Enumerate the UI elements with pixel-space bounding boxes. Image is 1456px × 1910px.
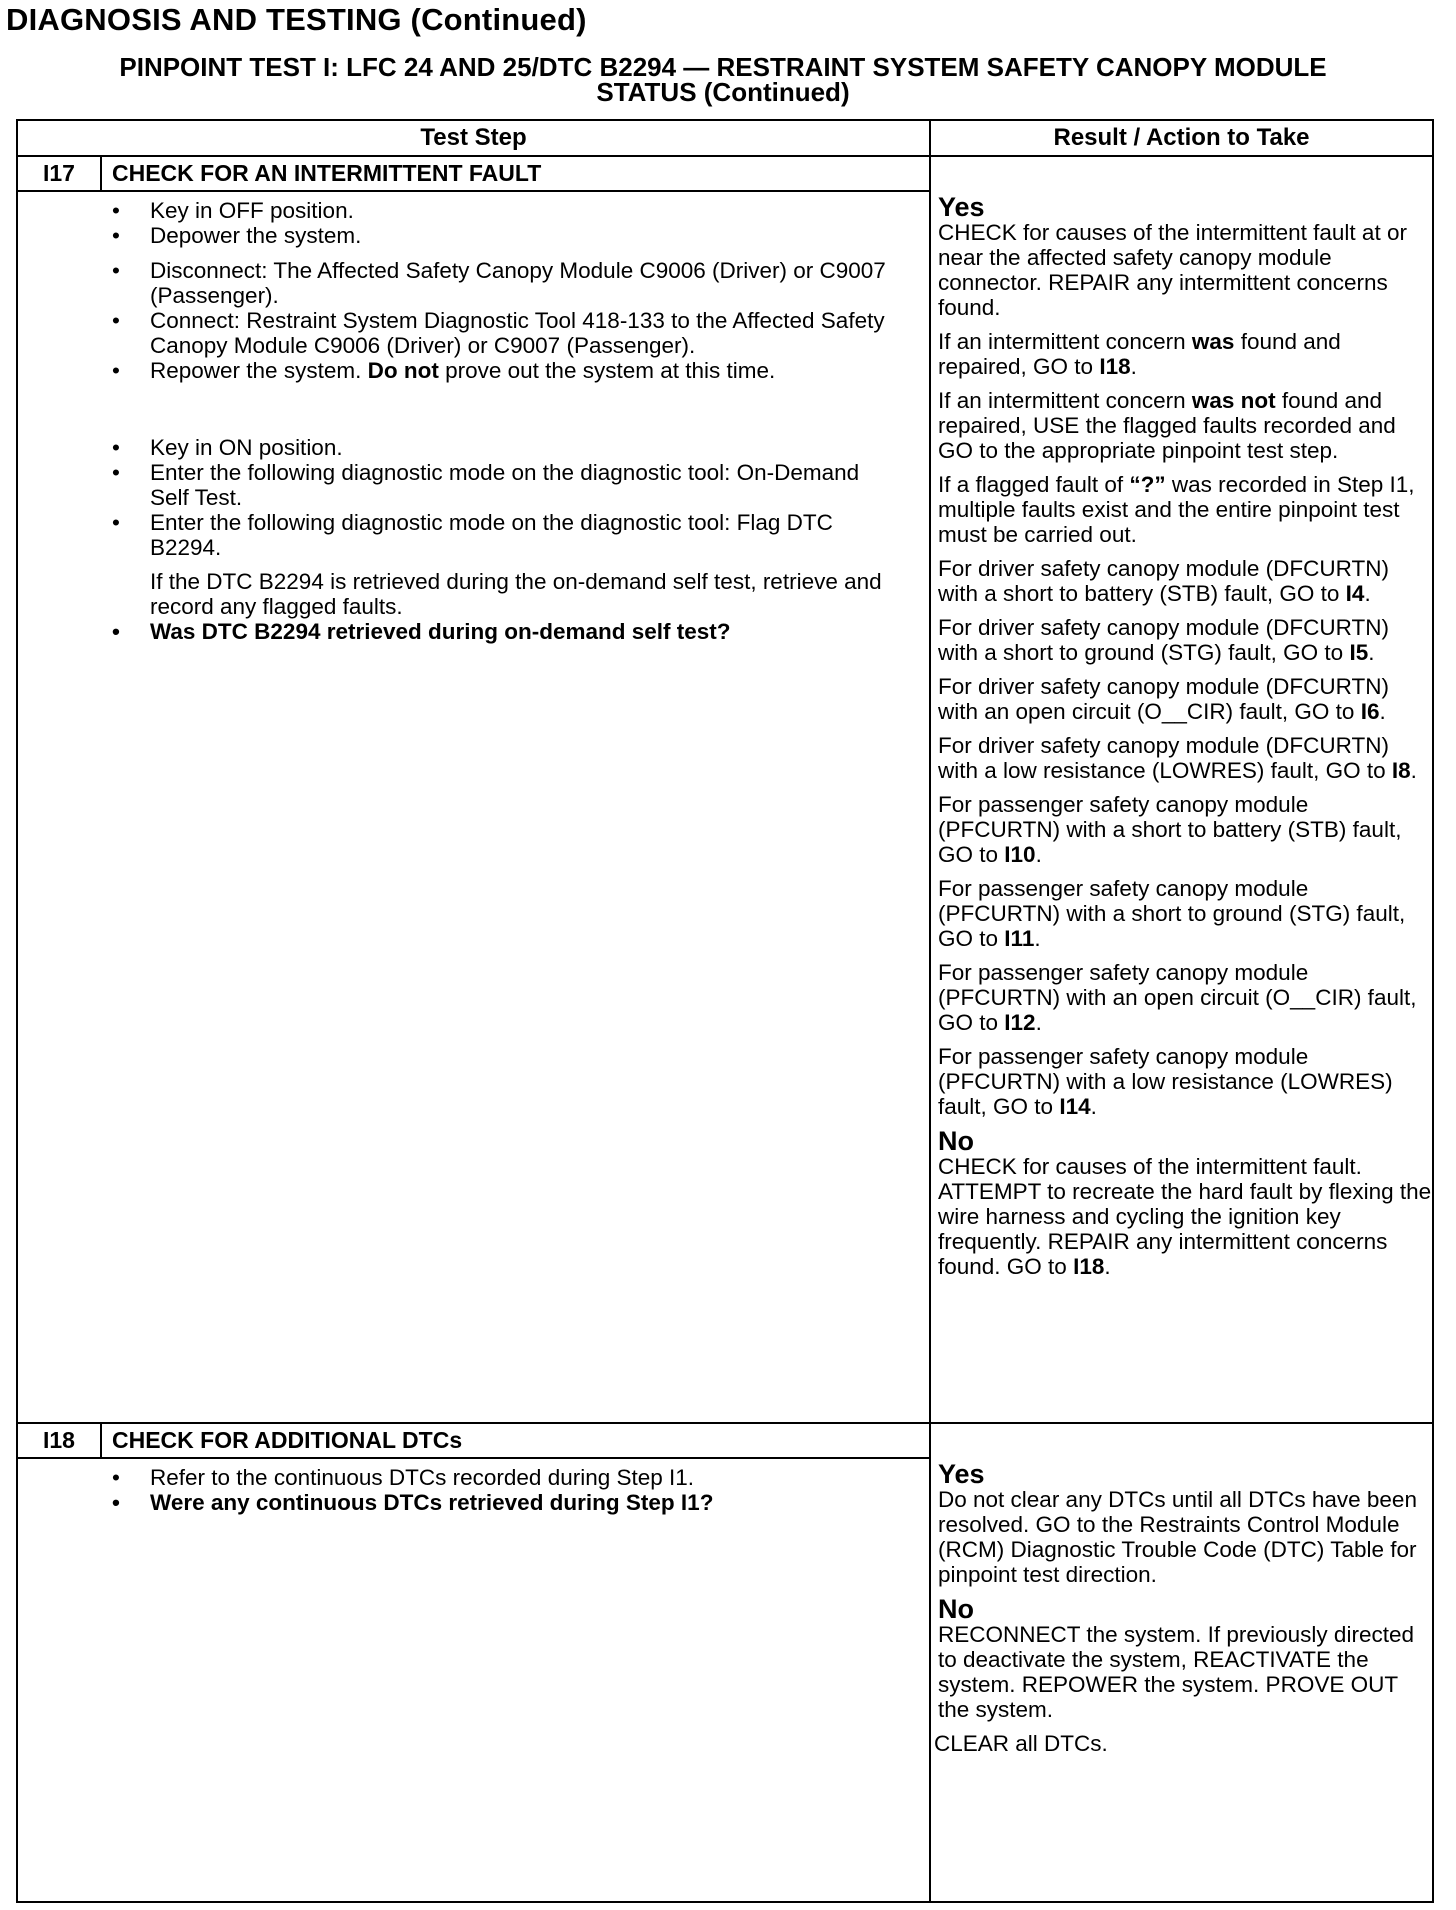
result-text (938, 388, 1432, 463)
goto-step: I5 (1349, 640, 1369, 665)
goto-step: I6 (1360, 699, 1380, 724)
result-text-part: . (1368, 640, 1375, 665)
result-text-part: For passenger safety canopy module (PFCURTN) with a low resistance (LOWRES) fault, GO to (938, 1044, 1393, 1119)
result-emphasis: was not (1191, 388, 1276, 413)
result-text-part: . (1090, 1094, 1097, 1119)
result-text (938, 329, 1432, 379)
result-cell (938, 194, 1432, 1288)
yes-label: Yes (938, 192, 985, 222)
step-actions (112, 1465, 890, 1515)
yes-label: Yes (938, 1459, 985, 1489)
result-text-part: For driver safety canopy module (DFCURTN) with a short to ground (STG) fault, GO to (938, 615, 1389, 665)
result-text: CHECK for causes of the intermittent fault at or near the affected safety canopy module connector. REPAIR any intermittent concerns found. (938, 220, 1407, 320)
result-text-part: For passenger safety canopy module (PFCURTN) with a short to ground (STG) fault, GO to (938, 876, 1406, 951)
result-text-part: . (1364, 581, 1371, 606)
column-header-result: Result / Action to Take (1053, 124, 1310, 151)
result-emphasis: was (1191, 329, 1235, 354)
step-id: I18 (43, 1427, 75, 1453)
action-text: Repower the system. (150, 358, 362, 383)
result-text-part: . (1379, 699, 1386, 724)
step-title: CHECK FOR ADDITIONAL DTCs (112, 1427, 463, 1453)
goto-step: I18 (1073, 1254, 1105, 1279)
result-text: Do not clear any DTCs until all DTCs have been resolved. GO to the Restraints Control Module (RCM) Diagnostic Trouble Code (DTC) Table for pinpoint test direction. (938, 1487, 1417, 1587)
action-text: prove out the system at this time. (445, 358, 776, 383)
result-emphasis: “?” (1129, 472, 1166, 497)
list-item: • Refer to the continuous DTCs recorded during Step I1. (112, 1465, 890, 1490)
result-text-part: . (1104, 1254, 1111, 1279)
list-item (112, 358, 890, 383)
result-text (938, 472, 1432, 547)
result-text-part: For passenger safety canopy module (PFCURTN) with an open circuit (O__CIR) fault, GO to (938, 960, 1417, 1035)
result-text (938, 1044, 1432, 1119)
result-cell (934, 1459, 1432, 1765)
pinpoint-test-title: PINPOINT TEST I: LFC 24 AND 25/DTC B2294 — RESTRAINT SYSTEM SAFETY CANOPY MODULE (119, 52, 1327, 82)
list-item: • Disconnect: The Affected Safety Canopy Module C9006 (Driver) or C9007 (Passenger). (112, 258, 890, 308)
step-title-divider (18, 190, 930, 192)
result-text-part: was recorded in Step I1, multiple faults exist and the entire pinpoint test must be carried out. (938, 472, 1415, 547)
goto-step: I12 (1004, 1010, 1036, 1035)
goto-step: I4 (1345, 581, 1365, 606)
goto-step: I14 (1059, 1094, 1091, 1119)
goto-step: I10 (1004, 842, 1036, 867)
column-header-test-step: Test Step (420, 124, 527, 151)
result-text-part: . (1130, 354, 1137, 379)
list-item: • Key in ON position. (112, 435, 890, 460)
list-item: • Connect: Restraint System Diagnostic Tool 418-133 to the Affected Safety Canopy Module C9006 (Driver) or C9007 (Passenger). (112, 308, 890, 358)
emphasis-text: Do not (367, 358, 439, 383)
result-text-part: CHECK for causes of the intermittent fault. ATTEMPT to recreate the hard fault by flexing the wire harness and cycling the ignition key frequently. REPAIR any intermittent concerns found. GO to (938, 1154, 1432, 1279)
result-text (938, 615, 1432, 665)
list-note: If the DTC B2294 is retrieved during the on-demand self test, retrieve and record any flagged faults. (150, 569, 882, 619)
step-id-divider (100, 156, 102, 190)
result-text: RECONNECT the system. If previously directed to deactivate the system, REACTIVATE the system. REPOWER the system. PROVE OUT the system. (938, 1622, 1414, 1722)
result-text-part: For driver safety canopy module (DFCURTN) with a short to battery (STB) fault, GO to (938, 556, 1389, 606)
goto-step: I18 (1099, 354, 1131, 379)
list-item-question: • Was DTC B2294 retrieved during on-demand self test? (112, 619, 890, 644)
list-item: • Enter the following diagnostic mode on the diagnostic tool: On-Demand Self Test. (112, 460, 890, 510)
result-text (938, 876, 1432, 951)
result-text-part: For passenger safety canopy module (PFCURTN) with a short to battery (STB) fault, GO to (938, 792, 1402, 867)
list-item: • Depower the system. (112, 223, 890, 248)
pinpoint-test-title-continued: STATUS (Continued) (596, 77, 850, 107)
result-text-part: If a flagged fault of (938, 472, 1124, 497)
result-text (938, 733, 1432, 783)
step-id-divider (100, 1423, 102, 1457)
result-text-part: . (1034, 926, 1041, 951)
header-divider (18, 155, 1432, 157)
result-text-part: . (1410, 758, 1417, 783)
result-text-part: If an intermittent concern (938, 329, 1186, 354)
no-label: No (938, 1126, 974, 1156)
list-item: • Enter the following diagnostic mode on the diagnostic tool: Flag DTC B2294. (112, 510, 890, 560)
result-text (938, 674, 1432, 724)
result-text-part: For driver safety canopy module (DFCURTN) with a low resistance (LOWRES) fault, GO to (938, 733, 1389, 783)
result-text-part: found and repaired, GO to (938, 329, 1341, 379)
list-item: • Key in OFF position. (112, 198, 890, 223)
step-actions (112, 198, 890, 644)
step-title: CHECK FOR AN INTERMITTENT FAULT (112, 160, 542, 186)
result-text-part: For driver safety canopy module (DFCURTN) with an open circuit (O__CIR) fault, GO to (938, 674, 1389, 724)
column-divider (929, 121, 931, 1901)
page-title: DIAGNOSIS AND TESTING (Continued) (6, 2, 587, 37)
list-item-question: • Were any continuous DTCs retrieved during Step I1? (112, 1490, 890, 1515)
result-text-part: If an intermittent concern (938, 388, 1186, 413)
result-text (938, 556, 1432, 606)
goto-step: I8 (1391, 758, 1411, 783)
result-text (938, 960, 1432, 1035)
result-text-part: . (1035, 842, 1042, 867)
result-text (938, 1154, 1432, 1279)
no-label: No (938, 1594, 974, 1624)
result-text-part: found and repaired, USE the flagged faults recorded and GO to the appropriate pinpoint test step. (938, 388, 1396, 463)
step-title-divider (18, 1457, 930, 1459)
row-divider (18, 1422, 1432, 1424)
result-text: CLEAR all DTCs. (934, 1731, 1108, 1756)
step-id: I17 (43, 160, 75, 186)
result-text (938, 792, 1432, 867)
goto-step: I11 (1004, 926, 1035, 951)
result-text-part: . (1035, 1010, 1042, 1035)
